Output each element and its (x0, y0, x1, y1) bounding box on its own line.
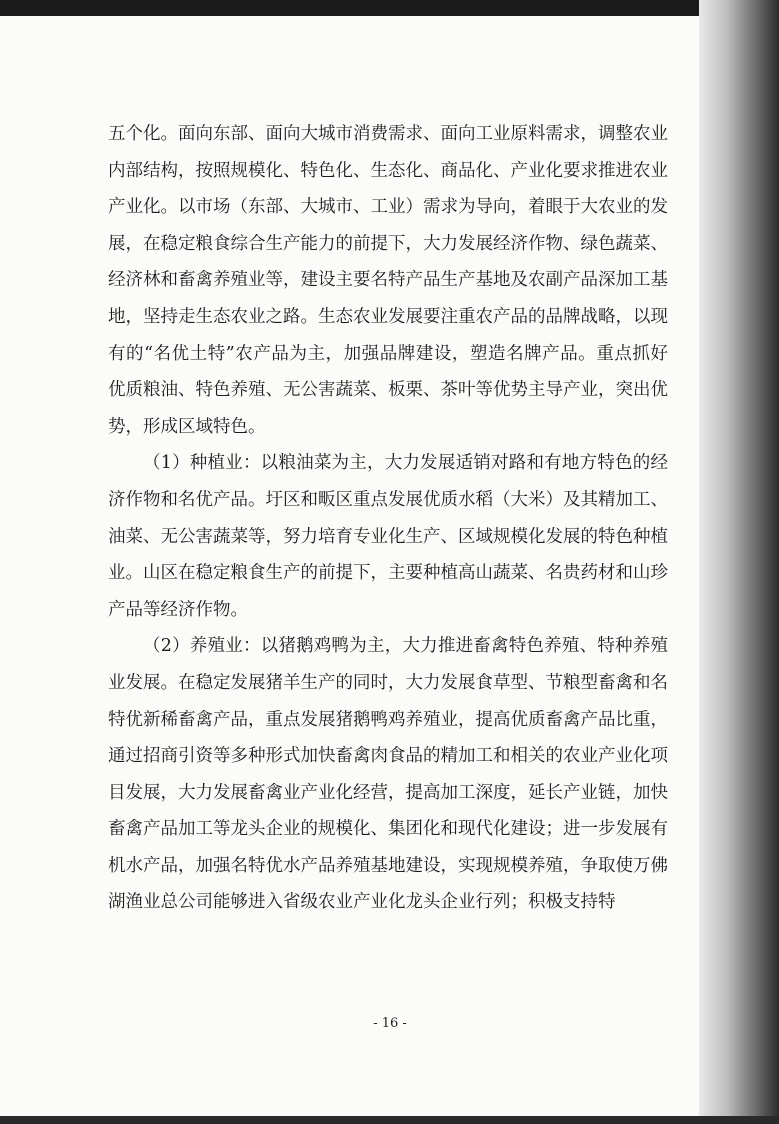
scan-bottom-edge (0, 1116, 779, 1124)
body-text (108, 116, 668, 921)
page-number: - 16 - (373, 1016, 407, 1031)
scan-top-edge (0, 0, 779, 16)
document-page (0, 16, 699, 1116)
paragraph-breeding: （2）养殖业：以猪鹅鸡鸭为主，大力推进畜禽特色养殖、特种养殖业发展。在稳定发展猪羊生产的同时，大力发展食草型、节粮型畜禽和名特优新稀畜禽产品，重点发展猪鹅鸭鸡养殖业，提高优质畜禽产品比重，通过招商引资等多种形式加快畜禽肉食品的精加工和相关的农业产业化项目发展，大力发展畜禽业产业化经营，提高加工深度，延长产业链，加快畜禽产品加工等龙头企业的规模化、集团化和现代化建设；进一步发展有机水产品，加强名特优水产品养殖基地建设，实现规模养殖，争取使万佛湖渔业总公司能够进入省级农业产业化龙头企业行列；积极支持特 (108, 636, 668, 913)
paragraph-continuation: 五个化。面向东部、面向大城市消费需求、面向工业原料需求，调整农业内部结构，按照规模化、特色化、生态化、商品化、产业化要求推进农业产业化。以市场（东部、大城市、工业）需求为导向，着眼于大农业的发展，在稳定粮食综合生产能力的前提下，大力发展经济作物、绿色蔬菜、经济林和畜禽养殖业等，建设主要名特产品生产基地及农副产品深加工基地，坚持走生态农业之路。生态农业发展要注重农产品的品牌战略，以现有的“名优土特”农产品为主，加强品牌建设，塑造名牌产品。重点抓好优质粮油、特色养殖、无公害蔬菜、板栗、茶叶等优势主导产业，突出优势，形成区域特色。 (108, 124, 668, 437)
paragraph-planting: （1）种植业：以粮油菜为主，大力发展适销对路和有地方特色的经济作物和名优产品。圩区和畈区重点发展优质水稻（大米）及其精加工、油菜、无公害蔬菜等，努力培育专业化生产、区域规模化发展的特色种植业。山区在稳定粮食生产的前提下，主要种植高山蔬菜、名贵药材和山珍产品等经济作物。 (108, 453, 668, 620)
book-spine-shadow (699, 0, 779, 1124)
